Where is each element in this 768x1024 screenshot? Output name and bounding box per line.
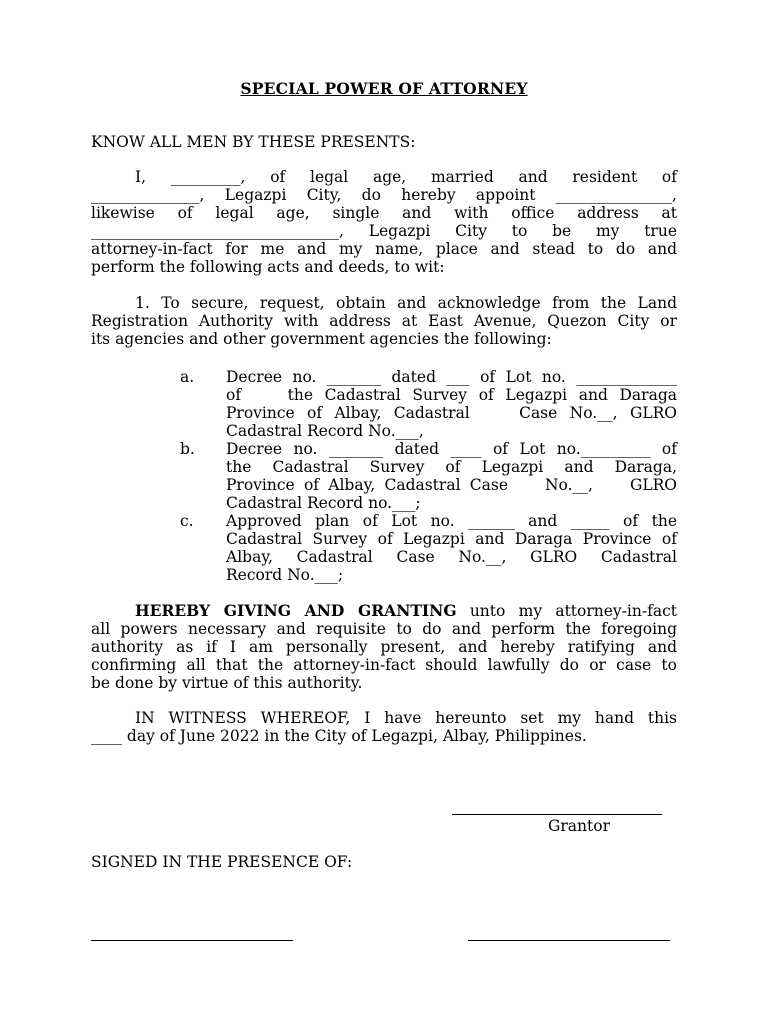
sub-b-line: Cadastral Record no.___;	[226, 494, 421, 512]
granting-first-line	[135, 602, 677, 620]
granting-bold-text: HEREBY GIVING AND GRANTING	[135, 601, 457, 620]
sub-a-line: Decree no. _______ dated ___ of Lot no. _____________	[226, 368, 677, 386]
grantor-signature-line	[452, 814, 662, 815]
know-all-heading: KNOW ALL MEN BY THESE PRESENTS:	[91, 133, 416, 151]
grantor-label: Grantor	[548, 817, 610, 835]
witness-signature-line-right	[468, 940, 670, 941]
intro-line: likewise of legal age, single and with office address at	[91, 204, 677, 222]
sub-a-line: Province of Albay, Cadastral Case No.__, GLRO	[226, 404, 677, 422]
witness-signature-line-left	[91, 940, 293, 941]
granting-line: authority as if I am personally present, and hereby ratifying and	[91, 638, 677, 656]
sub-c-line: Approved plan of Lot no. ______ and _____ of the	[226, 512, 677, 530]
document-title: SPECIAL POWER OF ATTORNEY	[240, 79, 528, 98]
sub-c-line: Albay, Cadastral Case No.__, GLRO Cadastral	[226, 548, 677, 566]
item1-line: Registration Authority with address at East Avenue, Quezon City or	[91, 312, 677, 330]
sub-b-line: Province of Albay, Cadastral Case No.__, GLRO	[226, 476, 677, 494]
item1-line: its agencies and other government agencies the following:	[91, 330, 552, 348]
granting-line: confirming all that the attorney-in-fact should lawfully do or case to	[91, 656, 677, 674]
granting-rest-text: unto my attorney-in-fact	[456, 602, 677, 620]
granting-line: all powers necessary and requisite to do and perform the foregoing	[91, 620, 677, 638]
witness-line: IN WITNESS WHEREOF, I have hereunto set my hand this	[135, 709, 677, 727]
intro-line: I, _________, of legal age, married and resident of	[135, 168, 677, 186]
item1-line: 1. To secure, request, obtain and acknowledge from the Land	[135, 294, 677, 312]
intro-line: ______________, Legazpi City, do hereby appoint _______________,	[91, 186, 677, 204]
intro-line: attorney-in-fact for me and my name, place and stead to do and	[91, 240, 677, 258]
signed-presence-heading: SIGNED IN THE PRESENCE OF:	[91, 853, 353, 871]
granting-line: be done by virtue of this authority.	[91, 674, 363, 692]
sub-c-letter: c.	[180, 512, 194, 530]
sub-c-line: Cadastral Survey of Legazpi and Daraga Province of	[226, 530, 677, 548]
intro-line: perform the following acts and deeds, to wit:	[91, 258, 445, 276]
sub-a-letter: a.	[180, 368, 195, 386]
sub-b-letter: b.	[180, 440, 195, 458]
sub-c-line: Record No.___;	[226, 566, 344, 584]
sub-b-line: the Cadastral Survey of Legazpi and Daraga,	[226, 458, 677, 476]
witness-line: ____ day of June 2022 in the City of Legazpi, Albay, Philippines.	[91, 727, 587, 745]
intro-line: ________________________________, Legazpi City to be my true	[91, 222, 677, 240]
sub-b-line: Decree no. _______ dated ____ of Lot no._________ of	[226, 440, 677, 458]
sub-a-line: Cadastral Record No.___,	[226, 422, 424, 440]
sub-a-line: of the Cadastral Survey of Legazpi and Daraga	[226, 386, 677, 404]
